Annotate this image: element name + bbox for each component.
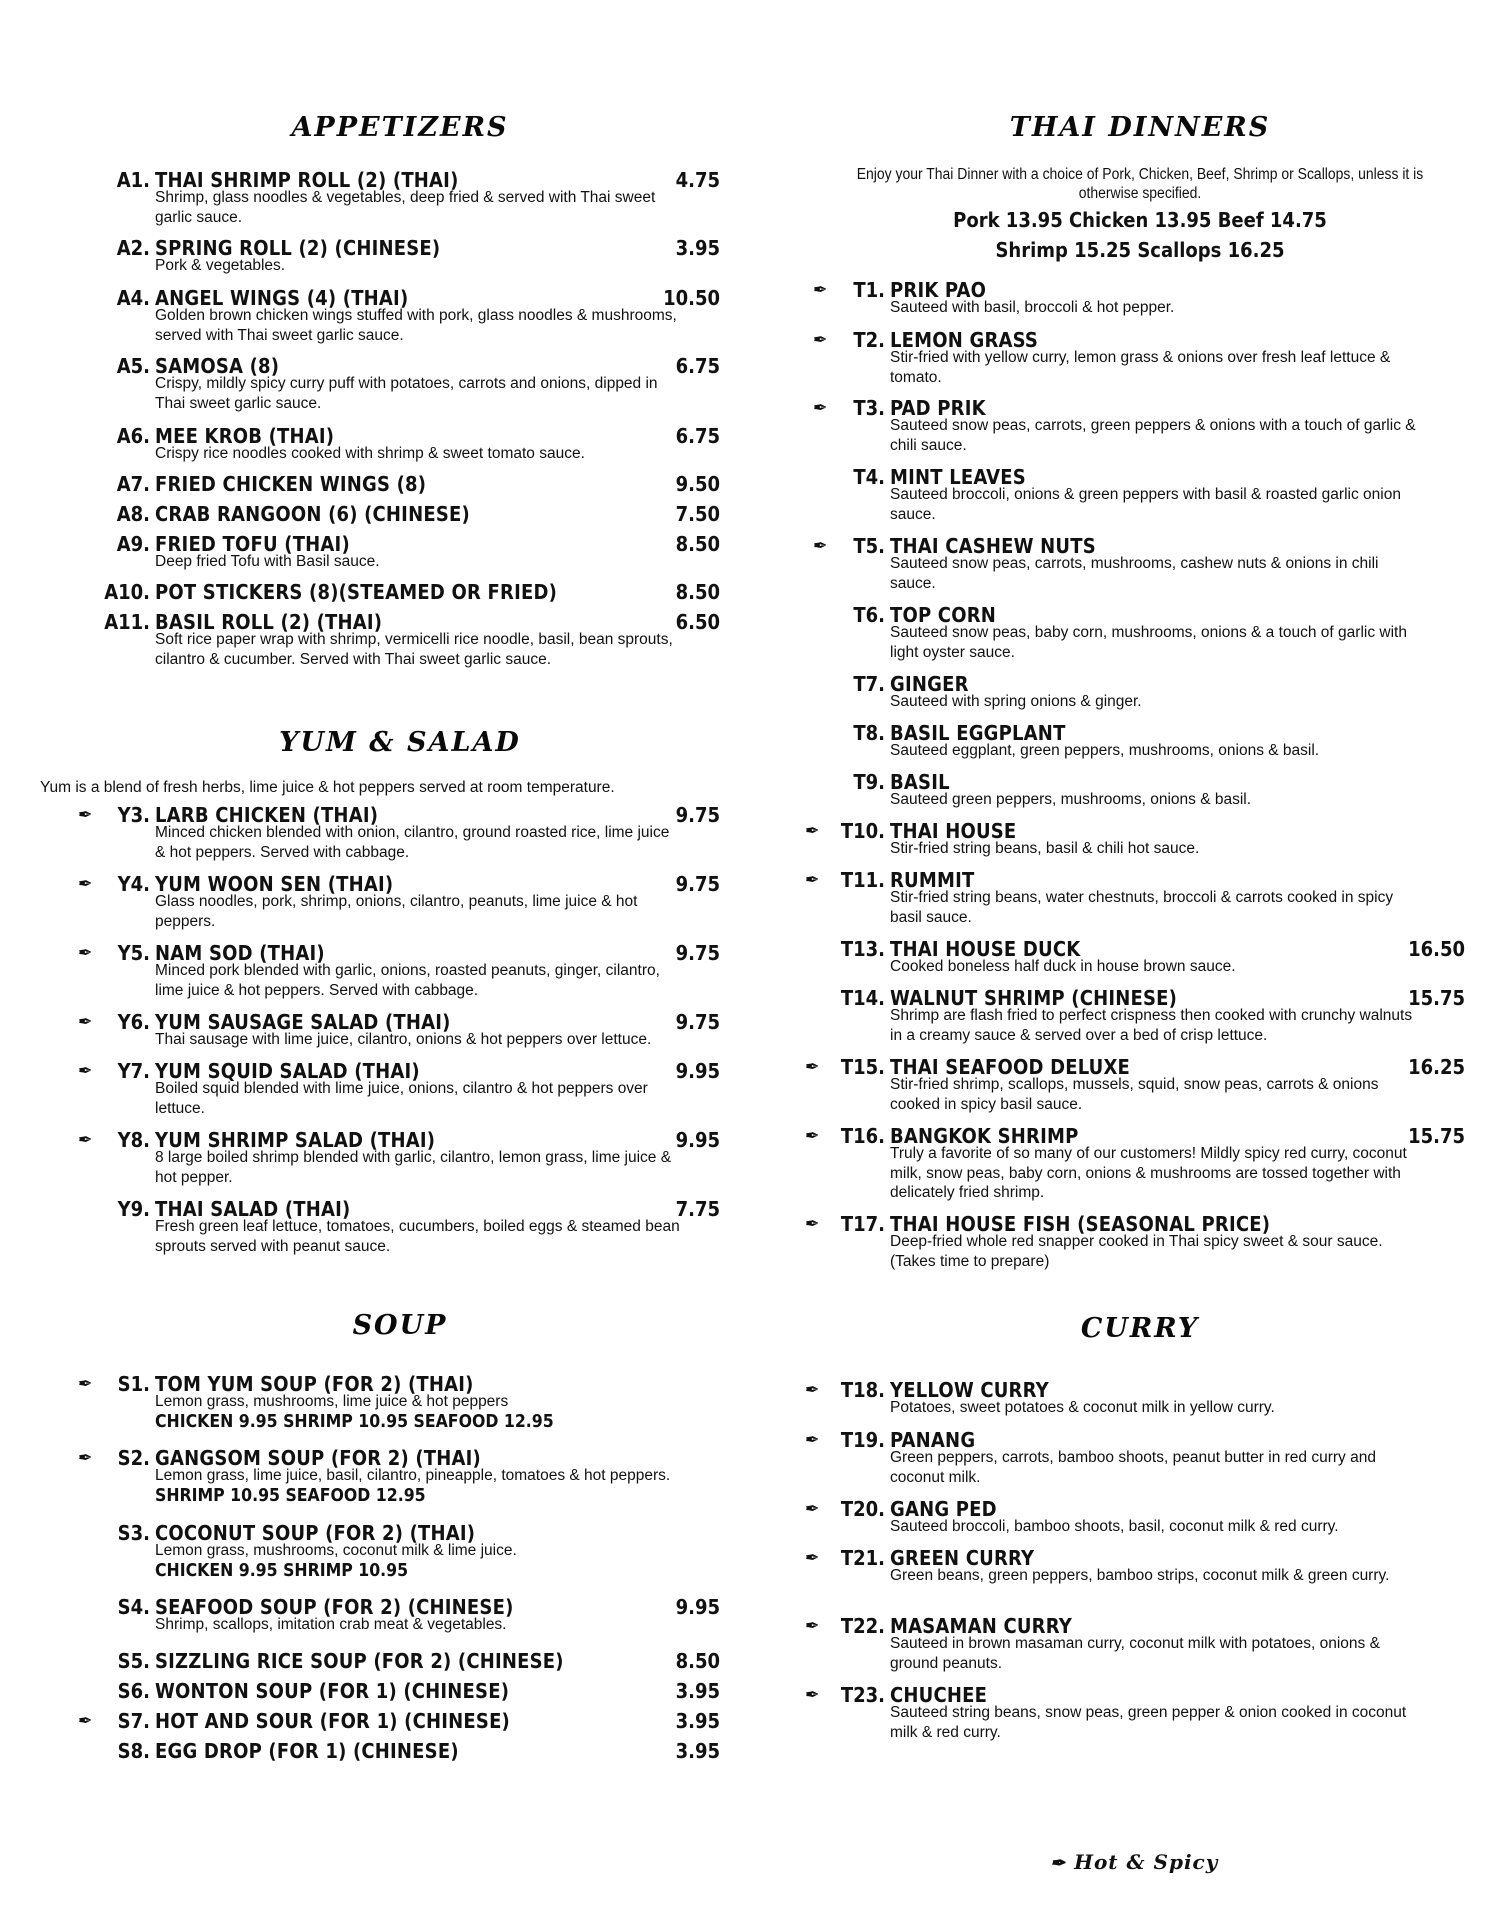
item-description: Crispy, mildly spicy curry puff with potatoes, carrots and onions, dipped in Thai sweet garlic sauce. bbox=[155, 375, 658, 412]
item-size-prices: CHICKEN 9.95 SHRIMP 10.95 bbox=[155, 1561, 409, 1581]
item-description: Deep fried Tofu with Basil sauce. bbox=[155, 553, 380, 570]
chili-pepper-icon: ✒ bbox=[805, 1213, 820, 1235]
item-code: T21. bbox=[840, 1546, 885, 1570]
item-price: 9.50 bbox=[675, 472, 720, 496]
item-name: WALNUT SHRIMP (CHINESE) bbox=[890, 986, 1178, 1010]
item-description: Shrimp are flash fried to perfect crispness then cooked with crunchy walnuts in a creamy sauce & served over a bed of crisp lettuce. bbox=[890, 1007, 1413, 1044]
item-name: POT STICKERS (8)(STEAMED OR FRIED) bbox=[155, 580, 558, 604]
item-price: 9.75 bbox=[675, 941, 720, 965]
thai-dinners-heading: THAI DINNERS bbox=[1009, 112, 1271, 143]
item-code: T14. bbox=[840, 986, 885, 1010]
item-price: 4.75 bbox=[675, 168, 720, 192]
item-description: Stir-fried string beans, basil & chili hot sauce. bbox=[890, 840, 1200, 857]
item-code: S8. bbox=[117, 1739, 150, 1763]
item-name: THAI SEAFOOD DELUXE bbox=[890, 1055, 1131, 1079]
item-price: 3.95 bbox=[675, 1679, 720, 1703]
item-price: 10.50 bbox=[663, 286, 720, 310]
item-description: Truly a favorite of so many of our customers! Mildly spicy red curry, coconut milk, snow peas, baby corn, onions & mushrooms are tossed together with delicately fried shrimp. bbox=[890, 1145, 1407, 1201]
item-price: 3.95 bbox=[675, 1739, 720, 1763]
item-size-prices: CHICKEN 9.95 SHRIMP 10.95 SEAFOOD 12.95 bbox=[155, 1412, 554, 1432]
item-description: Glass noodles, pork, shrimp, onions, cilantro, peanuts, lime juice & hot peppers. bbox=[155, 893, 638, 930]
soup-heading: SOUP bbox=[352, 1310, 448, 1341]
item-code: T18. bbox=[840, 1378, 885, 1402]
item-name: CHUCHEE bbox=[890, 1683, 988, 1707]
yum-salad-heading: YUM & SALAD bbox=[279, 727, 521, 758]
item-price: 3.95 bbox=[675, 1709, 720, 1733]
item-description: Sauteed eggplant, green peppers, mushrooms, onions & basil. bbox=[890, 742, 1320, 759]
item-code: S3. bbox=[117, 1521, 150, 1545]
item-description: Boiled squid blended with lime juice, onions, cilantro & hot peppers over lettuce. bbox=[155, 1080, 648, 1117]
item-description: Pork & vegetables. bbox=[155, 257, 286, 274]
item-name: SEAFOOD SOUP (FOR 2) (CHINESE) bbox=[155, 1595, 514, 1619]
item-description: Soft rice paper wrap with shrimp, vermicelli rice noodle, basil, bean sprouts, cilantro & cucumber. Served with Thai sweet garlic sauce. bbox=[155, 631, 673, 668]
chili-pepper-icon: ✒ bbox=[805, 869, 820, 891]
item-code: T15. bbox=[840, 1055, 885, 1079]
item-name: THAI HOUSE DUCK bbox=[890, 937, 1081, 961]
item-description: Sauteed snow peas, baby corn, mushrooms, onions & a touch of garlic with light oyster sauce. bbox=[890, 624, 1407, 661]
item-code: T9. bbox=[853, 770, 885, 794]
item-code: A4. bbox=[116, 286, 150, 310]
item-name: THAI HOUSE bbox=[890, 819, 1017, 843]
item-description: Crispy rice noodles cooked with shrimp & sweet tomato sauce. bbox=[155, 445, 585, 462]
item-code: T4. bbox=[853, 465, 885, 489]
item-name: NAM SOD (THAI) bbox=[155, 941, 325, 965]
item-name: MASAMAN CURRY bbox=[890, 1614, 1072, 1638]
item-code: T3. bbox=[853, 396, 885, 420]
chili-pepper-icon: ✒ bbox=[805, 1547, 820, 1569]
item-name: ANGEL WINGS (4) (THAI) bbox=[155, 286, 409, 310]
appetizers-heading: APPETIZERS bbox=[291, 112, 509, 143]
item-code: S2. bbox=[117, 1446, 150, 1470]
chili-pepper-icon: ✒ bbox=[78, 942, 93, 964]
item-price: 16.25 bbox=[1408, 1055, 1465, 1079]
chili-pepper-icon: ✒ bbox=[78, 1011, 93, 1033]
item-name: GREEN CURRY bbox=[890, 1546, 1035, 1570]
item-name: SAMOSA (8) bbox=[155, 354, 280, 378]
item-code: Y6. bbox=[117, 1010, 150, 1034]
item-price: 6.75 bbox=[675, 354, 720, 378]
item-name: LEMON GRASS bbox=[890, 328, 1039, 352]
item-description: Lemon grass, mushrooms, lime juice & hot peppers bbox=[155, 1393, 509, 1410]
item-name: BASIL ROLL (2) (THAI) bbox=[155, 610, 383, 634]
item-price: 3.95 bbox=[675, 236, 720, 260]
item-description: Fresh green leaf lettuce, tomatoes, cucumbers, boiled eggs & steamed bean sprouts served with peanut sauce. bbox=[155, 1218, 680, 1255]
item-price: 15.75 bbox=[1408, 1124, 1465, 1148]
item-code: T2. bbox=[853, 328, 885, 352]
item-description: Sauteed snow peas, carrots, green peppers & onions with a touch of garlic & chili sauce. bbox=[890, 417, 1416, 454]
item-name: YUM SQUID SALAD (THAI) bbox=[155, 1059, 420, 1083]
item-name: FRIED TOFU (THAI) bbox=[155, 532, 350, 556]
item-code: T22. bbox=[840, 1614, 885, 1638]
item-description: Sauteed string beans, snow peas, green pepper & onion cooked in coconut milk & red curry. bbox=[890, 1704, 1407, 1741]
item-name: BASIL EGGPLANT bbox=[890, 721, 1066, 745]
item-price: 9.75 bbox=[675, 1010, 720, 1034]
chili-pepper-icon: ✒ bbox=[1050, 1853, 1067, 1874]
hot-spicy-legend-text: Hot & Spicy bbox=[1074, 1850, 1219, 1874]
item-code: T8. bbox=[853, 721, 885, 745]
item-name: MINT LEAVES bbox=[890, 465, 1026, 489]
item-description: Stir-fried string beans, water chestnuts, broccoli & carrots cooked in spicy basil sauce. bbox=[890, 889, 1394, 926]
item-price: 9.95 bbox=[675, 1595, 720, 1619]
chili-pepper-icon: ✒ bbox=[813, 279, 828, 301]
item-name: GANG PED bbox=[890, 1497, 997, 1521]
chili-pepper-icon: ✒ bbox=[813, 329, 828, 351]
item-description: Sauteed with basil, broccoli & hot pepper. bbox=[890, 299, 1175, 316]
thai-dinners-intro: Enjoy your Thai Dinner with a choice of Pork, Chicken, Beef, Shrimp or Scallops, unless it is otherwise specified. bbox=[856, 166, 1424, 202]
item-name: TOP CORN bbox=[890, 603, 997, 627]
item-name: PAD PRIK bbox=[890, 396, 986, 420]
item-description: Minced pork blended with garlic, onions, roasted peanuts, ginger, cilantro, lime juice & hot peppers. Served with cabbage. bbox=[155, 962, 660, 999]
thai-dinners-prices-line-2: Shrimp 15.25 Scallops 16.25 bbox=[995, 238, 1285, 262]
yum-salad-intro: Yum is a blend of fresh herbs, lime juice & hot peppers served at room temperature. bbox=[40, 779, 615, 796]
chili-pepper-icon: ✒ bbox=[813, 535, 828, 557]
item-code: S4. bbox=[117, 1595, 150, 1619]
item-name: FRIED CHICKEN WINGS (8) bbox=[155, 472, 427, 496]
item-name: BANGKOK SHRIMP bbox=[890, 1124, 1079, 1148]
item-code: A1. bbox=[116, 168, 150, 192]
item-code: A8. bbox=[116, 502, 150, 526]
item-code: T10. bbox=[840, 819, 885, 843]
item-code: S5. bbox=[117, 1649, 150, 1673]
item-description: Green peppers, carrots, bamboo shoots, peanut butter in red curry and coconut milk. bbox=[890, 1449, 1376, 1486]
hot-spicy-legend bbox=[1050, 1850, 1218, 1874]
chili-pepper-icon: ✒ bbox=[805, 820, 820, 842]
curry-heading: CURRY bbox=[1080, 1313, 1200, 1344]
item-price: 7.75 bbox=[675, 1197, 720, 1221]
item-code: S6. bbox=[117, 1679, 150, 1703]
item-code: Y3. bbox=[117, 803, 150, 827]
item-name: CRAB RANGOON (6) (CHINESE) bbox=[155, 502, 470, 526]
item-name: YELLOW CURRY bbox=[890, 1378, 1049, 1402]
item-name: HOT AND SOUR (FOR 1) (CHINESE) bbox=[155, 1709, 510, 1733]
item-description: Green beans, green peppers, bamboo strips, coconut milk & green curry. bbox=[890, 1567, 1390, 1584]
chili-pepper-icon: ✒ bbox=[78, 873, 93, 895]
item-price: 16.50 bbox=[1408, 937, 1465, 961]
thai-dinners-prices-line-1: Pork 13.95 Chicken 13.95 Beef 14.75 bbox=[953, 208, 1327, 232]
item-code: Y4. bbox=[117, 872, 150, 896]
chili-pepper-icon: ✒ bbox=[805, 1615, 820, 1637]
item-name: PRIK PAO bbox=[890, 278, 987, 302]
item-name: WONTON SOUP (FOR 1) (CHINESE) bbox=[155, 1679, 510, 1703]
item-code: T20. bbox=[840, 1497, 885, 1521]
item-price: 9.75 bbox=[675, 803, 720, 827]
item-code: T1. bbox=[853, 278, 885, 302]
item-description: Sauteed broccoli, bamboo shoots, basil, coconut milk & red curry. bbox=[890, 1518, 1339, 1535]
item-price: 9.75 bbox=[675, 872, 720, 896]
item-code: T23. bbox=[840, 1683, 885, 1707]
chili-pepper-icon: ✒ bbox=[78, 1447, 93, 1469]
item-code: Y9. bbox=[117, 1197, 150, 1221]
item-code: T13. bbox=[840, 937, 885, 961]
item-name: TOM YUM SOUP (FOR 2) (THAI) bbox=[155, 1372, 474, 1396]
item-description: Sauteed with spring onions & ginger. bbox=[890, 693, 1142, 710]
item-name: SPRING ROLL (2) (CHINESE) bbox=[155, 236, 441, 260]
item-description: 8 large boiled shrimp blended with garlic, cilantro, lemon grass, lime juice & hot pepper. bbox=[155, 1149, 672, 1186]
chili-pepper-icon: ✒ bbox=[805, 1498, 820, 1520]
item-description: Thai sausage with lime juice, cilantro, onions & hot peppers over lettuce. bbox=[155, 1031, 652, 1048]
item-size-prices: SHRIMP 10.95 SEAFOOD 12.95 bbox=[155, 1486, 426, 1506]
item-name: COCONUT SOUP (FOR 2) (THAI) bbox=[155, 1521, 476, 1545]
item-description: Stir-fried with yellow curry, lemon grass & onions over fresh leaf lettuce & tomato. bbox=[890, 349, 1391, 386]
item-name: YUM SHRIMP SALAD (THAI) bbox=[155, 1128, 436, 1152]
item-code: A9. bbox=[116, 532, 150, 556]
item-code: A2. bbox=[116, 236, 150, 260]
item-description: Deep-fried whole red snapper cooked in Thai spicy sweet & sour sauce. (Takes time to prepare) bbox=[890, 1233, 1383, 1270]
item-name: BASIL bbox=[890, 770, 950, 794]
item-code: A7. bbox=[116, 472, 150, 496]
item-price: 6.50 bbox=[675, 610, 720, 634]
chili-pepper-icon: ✒ bbox=[78, 1129, 93, 1151]
item-code: S1. bbox=[117, 1372, 150, 1396]
item-code: Y8. bbox=[117, 1128, 150, 1152]
item-price: 8.50 bbox=[675, 580, 720, 604]
item-code: Y7. bbox=[117, 1059, 150, 1083]
item-description: Shrimp, scallops, imitation crab meat & vegetables. bbox=[155, 1616, 507, 1633]
item-name: GANGSOM SOUP (FOR 2) (THAI) bbox=[155, 1446, 481, 1470]
chili-pepper-icon: ✒ bbox=[78, 1373, 93, 1395]
item-name: THAI HOUSE FISH (SEASONAL PRICE) bbox=[890, 1212, 1271, 1236]
item-description: Potatoes, sweet potatoes & coconut milk in yellow curry. bbox=[890, 1399, 1275, 1416]
chili-pepper-icon: ✒ bbox=[78, 804, 93, 826]
item-name: LARB CHICKEN (THAI) bbox=[155, 803, 379, 827]
item-code: T11. bbox=[840, 868, 885, 892]
chili-pepper-icon: ✒ bbox=[78, 1060, 93, 1082]
item-description: Lemon grass, lime juice, basil, cilantro, pineapple, tomatoes & hot peppers. bbox=[155, 1467, 671, 1484]
chili-pepper-icon: ✒ bbox=[78, 1710, 93, 1732]
item-description: Golden brown chicken wings stuffed with pork, glass noodles & mushrooms, served with Thai sweet garlic sauce. bbox=[155, 307, 677, 344]
item-description: Sauteed snow peas, carrots, mushrooms, cashew nuts & onions in chili sauce. bbox=[890, 555, 1379, 592]
item-code: T7. bbox=[853, 672, 885, 696]
item-code: Y5. bbox=[117, 941, 150, 965]
item-code: A10. bbox=[104, 580, 150, 604]
item-description: Minced chicken blended with onion, cilantro, ground roasted rice, lime juice & hot peppers. Served with cabbage. bbox=[155, 824, 670, 861]
item-code: A6. bbox=[116, 424, 150, 448]
item-name: PANANG bbox=[890, 1428, 976, 1452]
item-name: YUM SAUSAGE SALAD (THAI) bbox=[155, 1010, 451, 1034]
item-description: Stir-fried shrimp, scallops, mussels, squid, snow peas, carrots & onions cooked in spicy basil sauce. bbox=[890, 1076, 1379, 1113]
item-price: 9.95 bbox=[675, 1059, 720, 1083]
item-price: 7.50 bbox=[675, 502, 720, 526]
chili-pepper-icon: ✒ bbox=[805, 1056, 820, 1078]
item-code: T6. bbox=[853, 603, 885, 627]
chili-pepper-icon: ✒ bbox=[805, 1125, 820, 1147]
item-code: T17. bbox=[840, 1212, 885, 1236]
item-code: T19. bbox=[840, 1428, 885, 1452]
chili-pepper-icon: ✒ bbox=[805, 1429, 820, 1451]
item-price: 6.75 bbox=[675, 424, 720, 448]
item-price: 8.50 bbox=[675, 1649, 720, 1673]
item-description: Sauteed green peppers, mushrooms, onions & basil. bbox=[890, 791, 1252, 808]
item-description: Shrimp, glass noodles & vegetables, deep fried & served with Thai sweet garlic sauce. bbox=[155, 189, 656, 226]
chili-pepper-icon: ✒ bbox=[805, 1379, 820, 1401]
item-code: T16. bbox=[840, 1124, 885, 1148]
item-code: T5. bbox=[853, 534, 885, 558]
item-name: MEE KROB (THAI) bbox=[155, 424, 335, 448]
item-price: 15.75 bbox=[1408, 986, 1465, 1010]
chili-pepper-icon: ✒ bbox=[813, 397, 828, 419]
item-name: GINGER bbox=[890, 672, 969, 696]
item-name: THAI SHRIMP ROLL (2) (THAI) bbox=[155, 168, 459, 192]
item-description: Sauteed in brown masaman curry, coconut milk with potatoes, onions & ground peanuts. bbox=[890, 1635, 1380, 1672]
item-description: Cooked boneless half duck in house brown sauce. bbox=[890, 958, 1236, 975]
item-name: SIZZLING RICE SOUP (FOR 2) (CHINESE) bbox=[155, 1649, 564, 1673]
item-price: 8.50 bbox=[675, 532, 720, 556]
item-name: RUMMIT bbox=[890, 868, 975, 892]
item-code: S7. bbox=[117, 1709, 150, 1733]
item-name: YUM WOON SEN (THAI) bbox=[155, 872, 394, 896]
item-description: Lemon grass, mushrooms, coconut milk & lime juice. bbox=[155, 1542, 517, 1559]
item-description: Sauteed broccoli, onions & green peppers with basil & roasted garlic onion sauce. bbox=[890, 486, 1401, 523]
item-price: 9.95 bbox=[675, 1128, 720, 1152]
item-code: A11. bbox=[104, 610, 150, 634]
item-name: THAI CASHEW NUTS bbox=[890, 534, 1096, 558]
item-code: A5. bbox=[116, 354, 150, 378]
item-name: THAI SALAD (THAI) bbox=[155, 1197, 351, 1221]
chili-pepper-icon: ✒ bbox=[805, 1684, 820, 1706]
item-name: EGG DROP (FOR 1) (CHINESE) bbox=[155, 1739, 459, 1763]
